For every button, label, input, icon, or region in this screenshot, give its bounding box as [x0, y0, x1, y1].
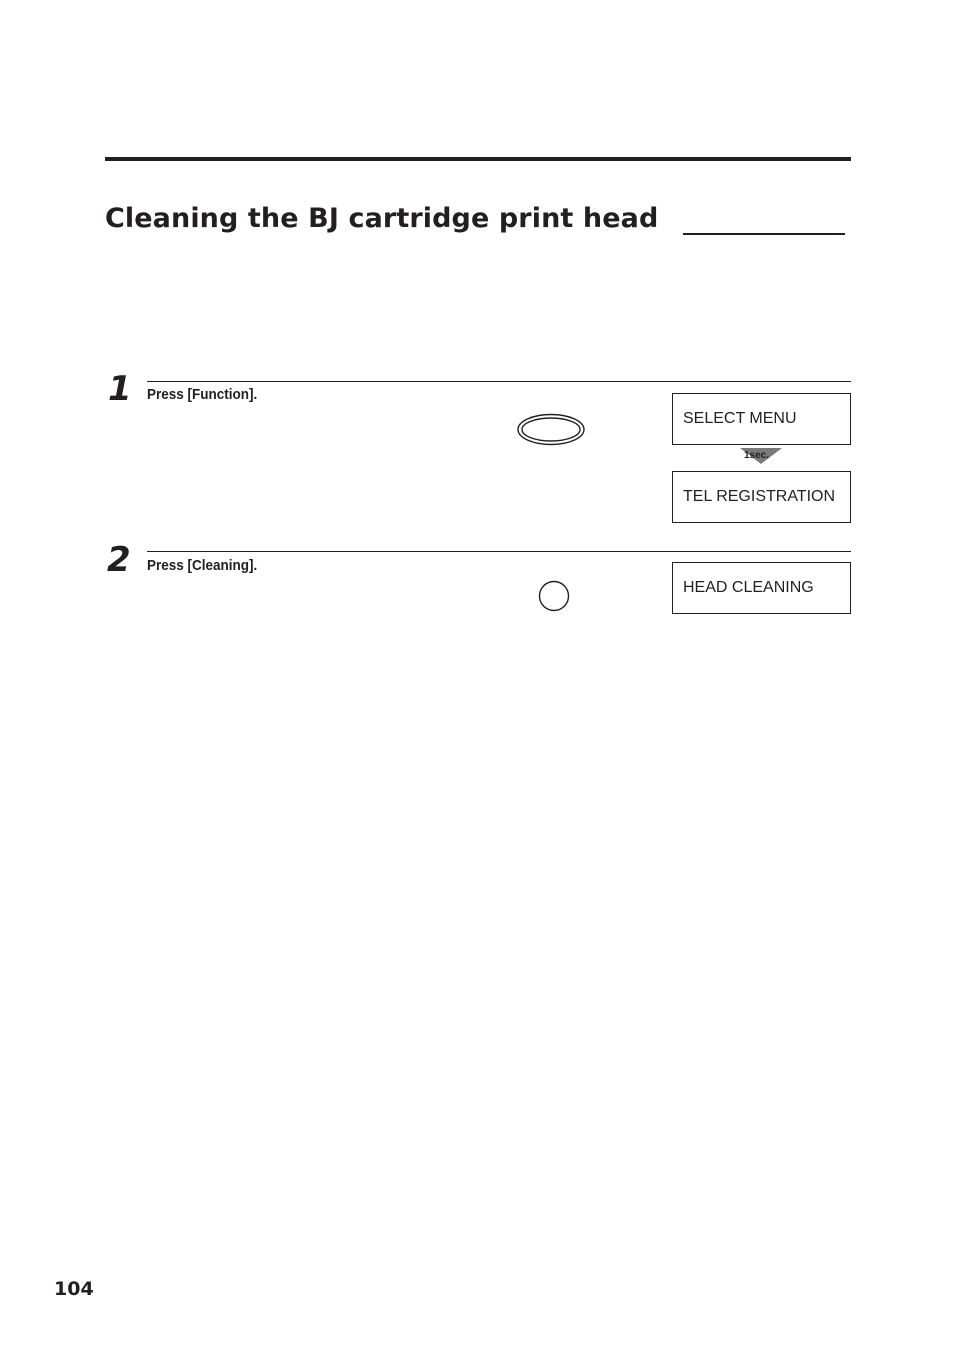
- step-number-2: 2: [107, 540, 131, 580]
- title-underline: [683, 233, 845, 235]
- step-1-rule: [147, 381, 851, 382]
- lcd-text: SELECT MENU: [683, 410, 797, 427]
- step-2-rule: [147, 551, 851, 552]
- page-number: 104: [54, 1278, 94, 1300]
- function-button-icon: [515, 412, 587, 447]
- lcd-text: TEL REGISTRATION: [683, 488, 836, 505]
- step-1-instruction: Press [Function].: [147, 386, 258, 403]
- lcd-display-select-menu: [672, 393, 851, 445]
- step-2-instruction: Press [Cleaning].: [147, 557, 258, 574]
- transition-label: 1sec.: [744, 450, 770, 461]
- top-rule: [105, 157, 851, 161]
- page-title: Cleaning the BJ cartridge print head: [105, 203, 659, 234]
- cleaning-button-icon: [537, 580, 571, 614]
- transition-arrow: [740, 448, 782, 464]
- lcd-display-tel-registration: [672, 471, 851, 523]
- lcd-text: HEAD CLEANING: [683, 579, 814, 596]
- step-number-1: 1: [108, 369, 132, 409]
- lcd-display-head-cleaning: [672, 562, 851, 614]
